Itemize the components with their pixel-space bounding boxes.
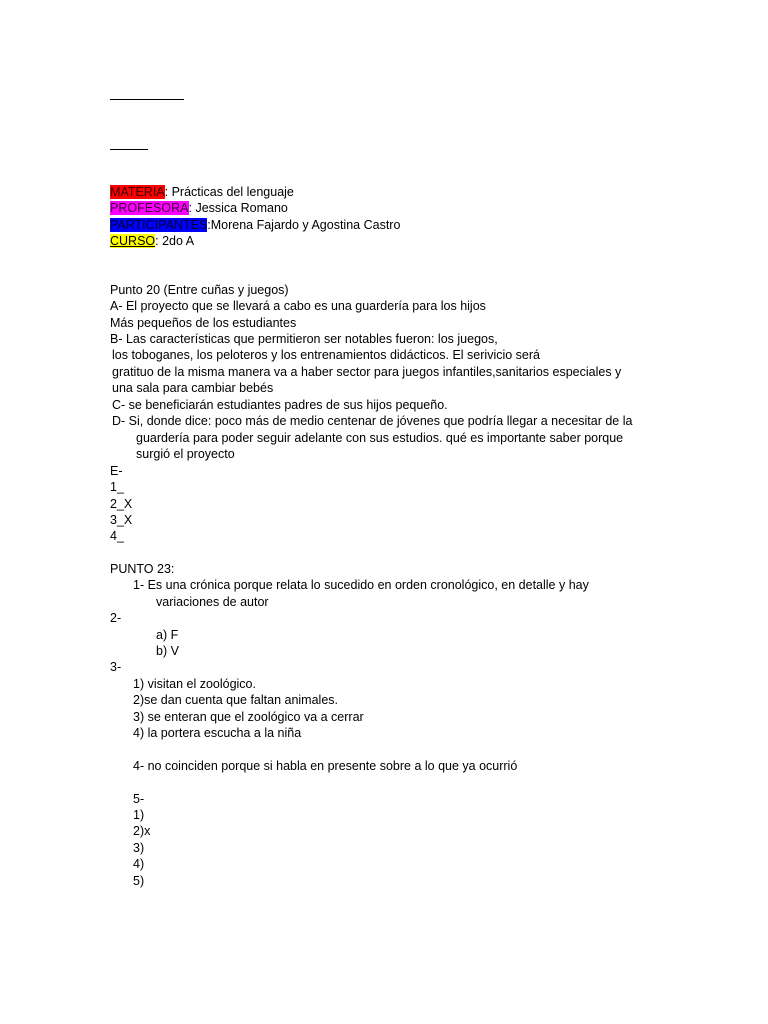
punto20-e-item2: 2_X	[110, 497, 133, 511]
curso-value: : 2do A	[155, 234, 195, 248]
punto23-q3-item4: 4) la portera escucha a la niña	[133, 726, 302, 740]
curso-line	[110, 233, 194, 249]
participantes-line	[110, 217, 400, 233]
punto23-q5-item1: 1)	[133, 808, 145, 822]
punto20-d-line3: surgió el proyecto	[136, 447, 235, 461]
punto20-b-line1: B- Las características que permitieron ser notables fueron: los juegos,	[110, 332, 498, 346]
profesora-value: : Jessica Romano	[188, 201, 288, 215]
punto23-q5-heading: 5-	[133, 792, 145, 806]
punto20-e-item3: 3_X	[110, 513, 133, 527]
punto20-e-heading: E-	[110, 464, 123, 478]
profesora-label: PROFESORA	[110, 201, 189, 215]
punto23-q1-line1: 1- Es una crónica porque relata lo sucedido en orden cronológico, en detalle y hay	[133, 578, 589, 592]
punto20-title: Punto 20 (Entre cuñas y juegos)	[110, 283, 289, 297]
punto23-q2-a: a) F	[156, 628, 179, 642]
punto20-b-line2: los toboganes, los peloteros y los entrenamientos didácticos. El serivicio será	[112, 348, 540, 362]
punto23-q2-heading: 2-	[110, 611, 122, 625]
top-rule-long	[110, 99, 184, 100]
punto20-a-line2: Más pequeños de los estudiantes	[110, 316, 297, 330]
materia-value: : Prácticas del lenguaje	[164, 185, 294, 199]
punto23-q5-item2: 2)x	[133, 824, 151, 838]
materia-line	[110, 184, 294, 200]
punto20-c-line1: C- se beneficiarán estudiantes padres de sus hijos pequeño.	[112, 398, 448, 412]
punto20-b-line3: gratituo de la misma manera va a haber sector para juegos infantiles,sanitarios especiales y	[112, 365, 622, 379]
punto23-q4: 4- no coinciden porque si habla en presente sobre a lo que ya ocurrió	[133, 759, 518, 773]
punto23-q2-b: b) V	[156, 644, 179, 658]
punto23-q1-line2: variaciones de autor	[156, 595, 269, 609]
profesora-line	[110, 200, 288, 216]
punto20-b-line4: una sala para cambiar bebés	[112, 381, 274, 395]
punto20-d-line1: D- Si, donde dice: poco más de medio centenar de jóvenes que podría llegar a necesitar de la	[112, 414, 633, 428]
participantes-value: :Morena Fajardo y Agostina Castro	[207, 218, 401, 232]
punto20-d-line2: guardería para poder seguir adelante con sus estudios. qué es importante saber porque	[136, 431, 624, 445]
punto23-q3-heading: 3-	[110, 660, 122, 674]
punto23-q3-item1: 1) visitan el zoológico.	[133, 677, 256, 691]
participantes-label: PARTICIPANTES	[110, 218, 208, 232]
punto20-a-line1: A- El proyecto que se llevará a cabo es una guardería para los hijos	[110, 299, 486, 313]
punto23-q3-item2: 2)se dan cuenta que faltan animales.	[133, 693, 338, 707]
punto20-e-item1: 1_	[110, 480, 124, 494]
punto23-q3-item3: 3) se enteran que el zoológico va a cerrar	[133, 710, 364, 724]
top-rule-short	[110, 149, 148, 150]
punto20-e-item4: 4_	[110, 529, 124, 543]
punto23-q5-item5: 5)	[133, 874, 145, 888]
punto23-title: PUNTO 23:	[110, 562, 175, 576]
curso-label: CURSO	[110, 234, 156, 248]
punto23-q5-item3: 3)	[133, 841, 145, 855]
materia-label: MATERIA	[110, 185, 165, 199]
punto23-q5-item4: 4)	[133, 857, 145, 871]
